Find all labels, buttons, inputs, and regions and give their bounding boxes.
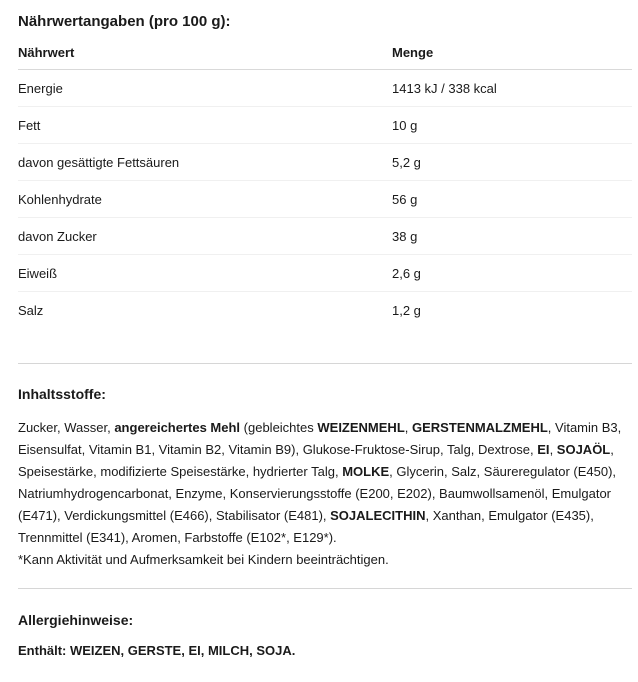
nutrient-amount: 1413 kJ / 338 kcal: [392, 70, 632, 107]
nutrient-label: Eiweiß: [18, 255, 392, 292]
nutrient-label: davon gesättigte Fettsäuren: [18, 144, 392, 181]
ingredient-emphasis: GERSTENMALZMEHL: [412, 420, 548, 435]
ingredient-text: Zucker, Wasser,: [18, 420, 115, 435]
table-row: [18, 144, 632, 181]
section-divider: [18, 363, 632, 364]
ingredient-emphasis: angereichertes Mehl: [114, 420, 241, 435]
ingredient-text: , Xanthan, Emulgator (E435), Trennmittel (E341), Aromen, Farbstoffe (E102*, E129*).: [18, 508, 594, 545]
table-row: [18, 107, 632, 144]
ingredients-section-title: Inhaltsstoffe:: [18, 386, 106, 402]
nutrient-amount: 10 g: [392, 107, 632, 144]
nutrition-table: [18, 42, 632, 328]
table-row: [18, 181, 632, 218]
nutrient-label: Fett: [18, 107, 392, 144]
ingredients-text: [18, 417, 632, 549]
ingredient-emphasis: SOJAÖL: [556, 442, 611, 457]
ingredient-emphasis: SOJALECITHIN: [330, 508, 426, 523]
ingredients-footnote: *Kann Aktivität und Aufmerksamkeit bei Kindern beeinträchtigen.: [18, 552, 389, 567]
ingredient-text: (gebleichtes: [240, 420, 318, 435]
nutrition-section-title: Nährwertangaben (pro 100 g):: [18, 13, 231, 30]
nutrient-label: Kohlenhydrate: [18, 181, 392, 218]
nutrient-label: davon Zucker: [18, 218, 392, 255]
allergens-text: Enthält: WEIZEN, GERSTE, EI, MILCH, SOJA.: [18, 643, 296, 658]
ingredient-emphasis: MOLKE: [342, 464, 390, 479]
ingredient-emphasis: EI: [537, 442, 550, 457]
amount-column-header: Menge: [392, 42, 632, 70]
table-row: [18, 255, 632, 292]
allergens-section-title: Allergiehinweise:: [18, 612, 134, 628]
ingredient-text: , Speisestärke, modifizierte Speisestärke, hydrierter Talg,: [18, 442, 614, 479]
nutrient-amount: 5,2 g: [392, 144, 632, 181]
ingredient-emphasis: WEIZENMEHL: [317, 420, 405, 435]
nutrient-amount: 38 g: [392, 218, 632, 255]
nutrient-label: Energie: [18, 70, 392, 107]
nutrient-amount: 1,2 g: [392, 303, 421, 318]
nutrient-amount: 56 g: [392, 181, 632, 218]
nutrient-label: Salz: [18, 303, 44, 318]
table-row: [18, 292, 632, 329]
ingredient-text: ,: [404, 420, 412, 435]
ingredient-text: , Glycerin, Salz, Säureregulator (E450), Natriumhydrogencarbonat, Enzyme, Konservierungsstoffe (E200, E202), Baumwollsamenöl, Emulgator (E471), Verdickungsmittel (E466), Stabilisator (E481),: [18, 464, 617, 523]
table-header-row: [18, 42, 632, 70]
table-row: [18, 218, 632, 255]
ingredient-text: , Vitamin B3, Eisensulfat, Vitamin B1, Vitamin B2, Vitamin B9), Glukose-Fruktose-Sirup, Talg, Dextrose,: [18, 420, 622, 457]
nutrition-table-body: [18, 70, 632, 329]
table-row: [18, 70, 632, 107]
ingredient-text: ,: [549, 442, 557, 457]
section-divider: [18, 588, 632, 589]
nutrient-amount: 2,6 g: [392, 255, 632, 292]
nutrient-column-header: Nährwert: [18, 42, 392, 70]
